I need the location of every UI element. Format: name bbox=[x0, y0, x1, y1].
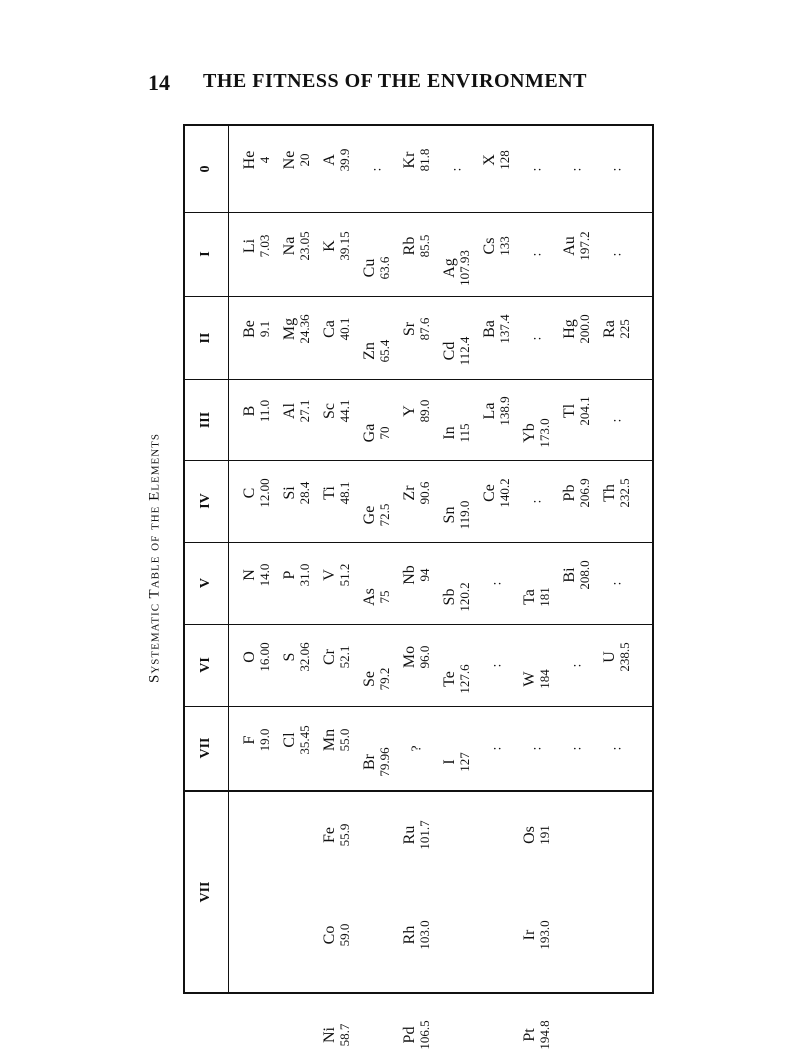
element-symbol: Rb bbox=[401, 236, 418, 255]
atomic-weight: 9.1 bbox=[257, 321, 272, 338]
element-symbol: Ne bbox=[281, 151, 298, 170]
element-symbol: A bbox=[321, 154, 338, 167]
element-symbol: S bbox=[281, 652, 298, 662]
element-entry bbox=[522, 418, 552, 447]
element-entry bbox=[322, 481, 352, 504]
placeholder-mark: : bbox=[529, 166, 545, 172]
placeholder-mark: : bbox=[489, 662, 505, 668]
placeholder-mark: : bbox=[529, 498, 545, 504]
atomic-weight: 48.1 bbox=[337, 481, 352, 505]
element-entry bbox=[282, 151, 312, 170]
element-entry bbox=[322, 924, 352, 947]
atomic-weight: 89.0 bbox=[417, 400, 432, 423]
atomic-weight: 96.0 bbox=[417, 645, 432, 669]
element-symbol: Zn bbox=[361, 342, 378, 361]
atomic-weight: 115 bbox=[457, 423, 472, 443]
element-entry bbox=[402, 400, 432, 423]
placeholder-mark: : bbox=[609, 417, 625, 422]
atomic-weight: 20 bbox=[297, 153, 312, 167]
element-entry bbox=[242, 400, 272, 422]
element-entry bbox=[562, 315, 592, 344]
atomic-weight: 107.93 bbox=[457, 249, 472, 286]
atomic-weight: 138.9 bbox=[497, 396, 512, 427]
atomic-weight: 19.0 bbox=[257, 728, 272, 751]
placeholder-mark: : bbox=[489, 580, 505, 586]
element-symbol: Rh bbox=[401, 925, 418, 945]
atomic-weight: 11.0 bbox=[257, 400, 272, 423]
element-entry bbox=[242, 234, 272, 257]
atomic-weight: 85.5 bbox=[417, 234, 432, 257]
element-symbol: Cu bbox=[361, 258, 378, 278]
element-symbol: Co bbox=[321, 925, 338, 945]
atomic-weight: 75 bbox=[377, 590, 392, 604]
atomic-weight: 232.5 bbox=[617, 478, 632, 508]
element-entry bbox=[282, 231, 312, 260]
atomic-weight: 32.06 bbox=[297, 642, 312, 672]
atomic-weight: 72.5 bbox=[377, 503, 392, 526]
element-symbol: Th bbox=[601, 483, 618, 502]
element-symbol: K bbox=[321, 239, 338, 252]
element-entry bbox=[402, 234, 432, 257]
element-symbol: C bbox=[241, 487, 258, 499]
placeholder-mark: : bbox=[569, 166, 585, 172]
element-entry bbox=[362, 256, 392, 279]
element-entry bbox=[362, 424, 392, 443]
atomic-weight: 24.36 bbox=[297, 314, 312, 344]
element-entry bbox=[322, 563, 352, 586]
element-entry bbox=[562, 478, 592, 507]
element-symbol: Si bbox=[281, 486, 298, 500]
atomic-weight: 208.0 bbox=[577, 560, 592, 590]
atomic-weight: 16.00 bbox=[257, 642, 272, 672]
group-divider bbox=[185, 624, 652, 625]
element-entry bbox=[522, 825, 552, 845]
element-entry bbox=[242, 320, 272, 338]
element-entry bbox=[402, 820, 432, 849]
atomic-weight: 27.1 bbox=[297, 400, 312, 423]
atomic-weight: 44.1 bbox=[337, 400, 352, 423]
element-entry bbox=[362, 340, 392, 363]
running-header bbox=[148, 70, 618, 100]
atomic-weight: 51.2 bbox=[337, 563, 352, 587]
atomic-weight: 94 bbox=[417, 568, 432, 582]
atomic-weight: 52.1 bbox=[337, 645, 352, 669]
placeholder-mark: : bbox=[529, 251, 545, 257]
element-symbol: Fe bbox=[321, 827, 338, 843]
element-entry bbox=[322, 645, 352, 668]
element-symbol: Ra bbox=[601, 320, 618, 339]
element-symbol: As bbox=[361, 587, 378, 606]
atomic-weight: 191 bbox=[537, 825, 552, 845]
element-symbol: Ta bbox=[521, 588, 538, 605]
element-symbol: La bbox=[481, 402, 498, 420]
element-entry bbox=[402, 318, 432, 341]
element-symbol: Kr bbox=[401, 151, 418, 169]
atomic-weight: 206.9 bbox=[577, 478, 592, 508]
element-symbol: He bbox=[241, 151, 258, 170]
element-symbol: Ir bbox=[521, 929, 538, 941]
group-label-text: VII bbox=[198, 881, 213, 903]
element-entry bbox=[602, 319, 632, 339]
element-symbol: Nb bbox=[401, 565, 418, 585]
element-symbol: Zr bbox=[401, 485, 418, 501]
element-entry bbox=[242, 478, 272, 507]
element-symbol: Hg bbox=[561, 319, 578, 339]
atomic-weight: 101.7 bbox=[417, 820, 432, 850]
element-symbol: Ag bbox=[441, 258, 458, 278]
element-entry bbox=[442, 337, 472, 366]
element-entry bbox=[522, 587, 552, 607]
element-symbol: Al bbox=[281, 403, 298, 420]
element-entry bbox=[402, 565, 432, 585]
element-symbol: P bbox=[281, 570, 298, 580]
atomic-weight: 103.0 bbox=[417, 920, 432, 950]
atomic-weight: 194.8 bbox=[537, 1020, 552, 1050]
element-symbol: O bbox=[241, 651, 258, 663]
element-entry bbox=[402, 481, 432, 504]
group-label-text: V bbox=[198, 577, 213, 589]
element-symbol: Au bbox=[561, 235, 578, 256]
element-entry bbox=[362, 747, 392, 776]
element-entry bbox=[482, 151, 512, 171]
placeholder-mark: : bbox=[529, 335, 545, 340]
placeholder-mark: : bbox=[609, 745, 625, 751]
placeholder-mark: : bbox=[609, 166, 625, 172]
atomic-weight: 90.6 bbox=[417, 481, 432, 505]
element-entry bbox=[282, 400, 312, 423]
atomic-weight: 23.05 bbox=[297, 230, 312, 261]
placeholder-mark: : bbox=[569, 745, 585, 751]
atomic-weight: 14.0 bbox=[257, 563, 272, 587]
atomic-weight: 55.0 bbox=[337, 728, 352, 751]
element-entry bbox=[402, 645, 432, 668]
element-symbol: Sn bbox=[441, 506, 458, 523]
atomic-weight: 39.9 bbox=[337, 149, 352, 172]
element-entry bbox=[282, 315, 312, 344]
element-symbol: In bbox=[441, 426, 458, 440]
atomic-weight: 204.1 bbox=[577, 396, 592, 427]
element-entry bbox=[442, 423, 472, 442]
group-label-text: IV bbox=[198, 493, 213, 509]
element-entry bbox=[562, 231, 592, 260]
group-divider bbox=[185, 706, 652, 707]
element-entry bbox=[282, 725, 312, 754]
placeholder-mark: : bbox=[449, 166, 465, 172]
element-entry bbox=[282, 642, 312, 671]
element-symbol: I bbox=[441, 759, 458, 765]
element-entry bbox=[322, 400, 352, 423]
group-divider bbox=[185, 296, 652, 297]
group-divider bbox=[185, 460, 652, 461]
atomic-weight: 119.0 bbox=[457, 500, 472, 529]
element-entry bbox=[322, 318, 352, 341]
element-entry bbox=[362, 588, 392, 606]
element-symbol: Na bbox=[281, 236, 298, 255]
element-entry bbox=[602, 478, 632, 507]
placeholder-mark: : bbox=[489, 745, 505, 751]
atomic-weight: 197.2 bbox=[577, 230, 592, 261]
element-symbol: Cl bbox=[281, 732, 298, 748]
element-symbol: Se bbox=[361, 670, 378, 687]
atomic-weight: 133 bbox=[497, 235, 512, 256]
element-entry bbox=[322, 231, 352, 260]
atomic-weight: 79.96 bbox=[377, 747, 392, 777]
atomic-weight: 55.9 bbox=[337, 823, 352, 847]
element-entry bbox=[562, 397, 592, 426]
element-symbol: Li bbox=[241, 238, 258, 253]
atomic-weight: 137.4 bbox=[497, 314, 512, 344]
atomic-weight: 39.15 bbox=[337, 230, 352, 261]
element-symbol: Ga bbox=[361, 423, 378, 443]
placeholder-mark: ? bbox=[409, 744, 425, 752]
element-symbol: Ni bbox=[321, 1027, 338, 1043]
element-symbol: U bbox=[601, 651, 618, 663]
element-entry bbox=[442, 752, 472, 772]
element-symbol: V bbox=[321, 569, 338, 581]
element-entry bbox=[442, 664, 472, 693]
atomic-weight: 120.2 bbox=[457, 581, 472, 612]
element-symbol: Cs bbox=[481, 237, 498, 255]
atomic-weight: 81.8 bbox=[417, 149, 432, 172]
atomic-weight: 70 bbox=[377, 426, 392, 440]
group-label-text: 0 bbox=[198, 165, 213, 173]
periodic-table bbox=[183, 124, 654, 1050]
element-symbol: Cr bbox=[321, 648, 338, 665]
element-entry bbox=[482, 397, 512, 426]
element-entry bbox=[482, 236, 512, 256]
element-entry bbox=[242, 642, 272, 671]
element-symbol: Sr bbox=[401, 322, 418, 337]
element-entry bbox=[282, 563, 312, 586]
element-symbol: Os bbox=[521, 826, 538, 844]
element-symbol: Br bbox=[361, 753, 378, 770]
element-symbol: F bbox=[241, 735, 258, 745]
atomic-weight: 181 bbox=[537, 586, 552, 607]
element-symbol: Be bbox=[241, 320, 258, 339]
element-entry bbox=[282, 481, 312, 504]
element-symbol: Mo bbox=[401, 645, 418, 668]
element-symbol: Y bbox=[401, 405, 418, 418]
element-entry bbox=[522, 669, 552, 689]
element-entry bbox=[442, 500, 472, 529]
page-number: 14 bbox=[148, 70, 170, 95]
element-entry bbox=[402, 1020, 432, 1049]
element-symbol: Ca bbox=[321, 320, 338, 339]
element-entry bbox=[522, 920, 552, 949]
placeholder-mark: : bbox=[609, 251, 625, 257]
element-entry bbox=[242, 151, 272, 170]
placeholder-mark: : bbox=[369, 166, 385, 172]
element-symbol: Te bbox=[441, 670, 458, 687]
element-entry bbox=[322, 728, 352, 751]
element-entry bbox=[322, 149, 352, 172]
atomic-weight: 193.0 bbox=[537, 920, 552, 950]
atomic-weight: 59.0 bbox=[337, 923, 352, 947]
element-entry bbox=[362, 503, 392, 526]
element-symbol: Pb bbox=[561, 484, 578, 502]
element-symbol: Ce bbox=[481, 483, 498, 502]
atomic-weight: 173.0 bbox=[537, 418, 552, 448]
table-caption-text: Systematic Table of the Elements bbox=[146, 432, 163, 684]
atomic-weight: 106.5 bbox=[417, 1020, 432, 1050]
atomic-weight: 35.45 bbox=[297, 724, 312, 755]
element-symbol: Mg bbox=[281, 318, 298, 341]
element-symbol: Sb bbox=[441, 588, 458, 605]
group-divider bbox=[185, 790, 652, 792]
element-entry bbox=[402, 149, 432, 172]
atomic-weight: 184 bbox=[537, 668, 552, 689]
atomic-weight: 28.4 bbox=[297, 481, 312, 505]
element-entry bbox=[602, 642, 632, 671]
atomic-weight: 200.0 bbox=[577, 314, 592, 344]
element-symbol: Ge bbox=[361, 505, 378, 524]
atomic-weight: 238.5 bbox=[617, 642, 632, 672]
placeholder-mark: : bbox=[609, 580, 625, 586]
element-symbol: Ba bbox=[481, 320, 498, 339]
atomic-weight: 79.2 bbox=[377, 667, 392, 690]
atomic-weight: 4 bbox=[257, 157, 272, 164]
element-symbol: Cd bbox=[441, 341, 458, 361]
atomic-weight: 58.7 bbox=[337, 1023, 352, 1047]
atomic-weight: 140.2 bbox=[497, 478, 512, 508]
atomic-weight: 87.6 bbox=[417, 317, 432, 341]
element-symbol: W bbox=[521, 670, 538, 687]
atomic-weight: 112.4 bbox=[457, 336, 472, 366]
element-symbol: Sc bbox=[321, 403, 338, 420]
element-symbol: Yb bbox=[521, 423, 538, 443]
element-entry bbox=[242, 728, 272, 751]
atomic-weight: 127 bbox=[457, 752, 472, 772]
element-entry bbox=[562, 560, 592, 589]
element-symbol: Ru bbox=[401, 825, 418, 845]
element-symbol: Bi bbox=[561, 567, 578, 583]
element-entry bbox=[322, 1024, 352, 1047]
atomic-weight: 31.0 bbox=[297, 563, 312, 587]
element-symbol: Pt bbox=[521, 1028, 538, 1042]
group-divider bbox=[185, 379, 652, 380]
group-divider bbox=[185, 212, 652, 213]
element-entry bbox=[362, 667, 392, 690]
atomic-weight: 63.6 bbox=[377, 256, 392, 280]
group-divider bbox=[185, 542, 652, 543]
element-entry bbox=[402, 920, 432, 949]
element-symbol: Mn bbox=[321, 728, 338, 751]
group-label-text: VI bbox=[198, 657, 213, 673]
element-symbol: Tl bbox=[561, 404, 578, 419]
element-symbol: N bbox=[241, 569, 258, 581]
atomic-weight: 40.1 bbox=[337, 317, 352, 341]
atomic-weight: 225 bbox=[617, 319, 632, 339]
atomic-weight: 65.4 bbox=[377, 339, 392, 363]
element-symbol: Ti bbox=[321, 485, 338, 500]
element-entry bbox=[522, 1020, 552, 1049]
placeholder-mark: : bbox=[569, 662, 585, 668]
atomic-weight: 127.6 bbox=[457, 663, 472, 694]
element-entry bbox=[442, 250, 472, 286]
running-title: THE FITNESS OF THE ENVIRONMENT bbox=[203, 70, 587, 92]
element-entry bbox=[322, 824, 352, 847]
element-symbol: Pd bbox=[401, 1026, 418, 1044]
element-entry bbox=[482, 478, 512, 507]
atomic-weight: 128 bbox=[497, 150, 512, 171]
group-label-text: I bbox=[198, 251, 213, 257]
atomic-weight: 12.00 bbox=[257, 478, 272, 508]
element-entry bbox=[242, 563, 272, 586]
group-label-text: III bbox=[198, 411, 213, 428]
group-label-text: VII bbox=[198, 737, 213, 759]
atomic-weight: 7.03 bbox=[257, 234, 272, 257]
group-label-text: II bbox=[198, 332, 213, 343]
element-symbol: X bbox=[481, 154, 498, 167]
element-symbol: B bbox=[241, 406, 258, 417]
element-entry bbox=[482, 315, 512, 344]
placeholder-mark: : bbox=[529, 745, 545, 751]
element-entry bbox=[442, 582, 472, 611]
